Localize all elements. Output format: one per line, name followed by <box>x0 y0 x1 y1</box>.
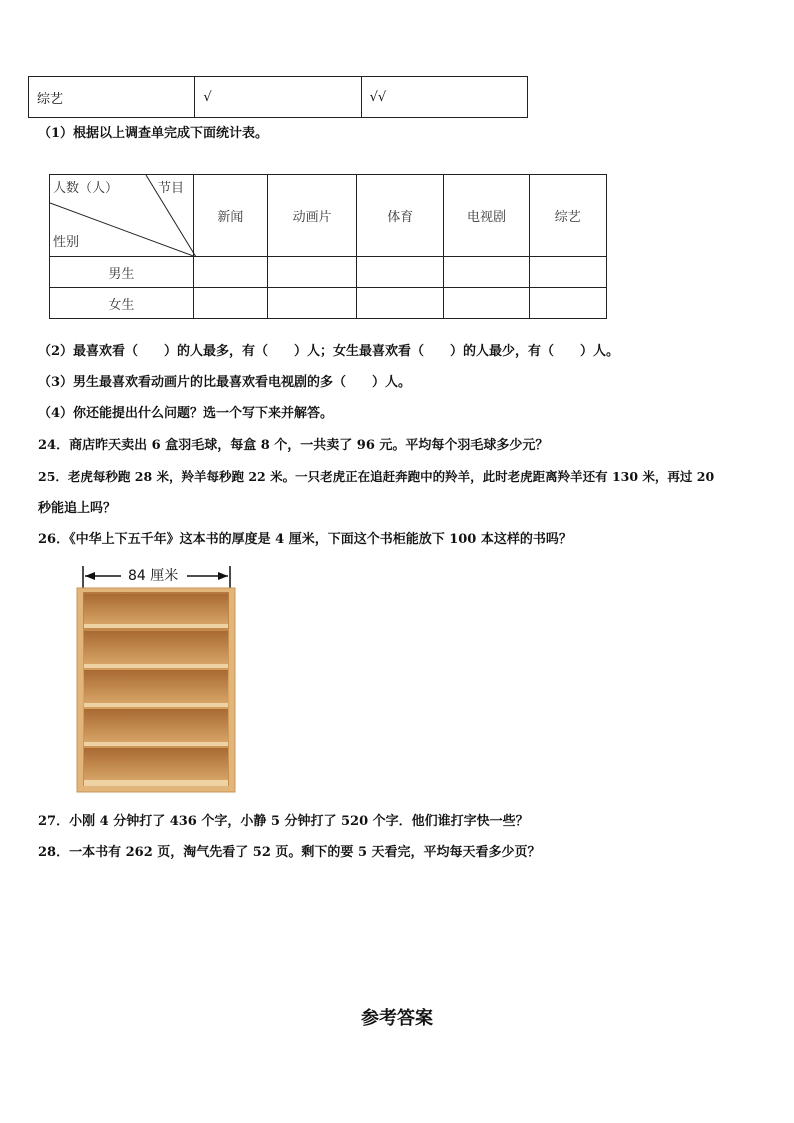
table-cell: √ <box>195 77 361 118</box>
table-cell[interactable] <box>529 288 606 319</box>
table-cell[interactable] <box>268 288 357 319</box>
table-cell[interactable] <box>444 257 529 288</box>
diagonal-header-cell <box>50 175 194 257</box>
row-header: 男生 <box>50 257 194 288</box>
answer-section-title: 参考答案 <box>361 1008 433 1029</box>
table-row <box>50 288 607 319</box>
stats-table <box>49 174 607 319</box>
column-header: 电视剧 <box>444 175 529 257</box>
table-cell[interactable] <box>357 288 444 319</box>
question-27: 27．小刚 4 分钟打了 436 个字，小静 5 分钟打了 520 个字．他们谁打字快一些？ <box>38 814 529 829</box>
question-3: （3）男生最喜欢看动画片的比最喜欢看电视剧的多（ ）人。 <box>38 375 412 390</box>
row-header: 女生 <box>50 288 194 319</box>
survey-table <box>28 76 528 118</box>
question-4: （4）你还能提出什么问题？选一个写下来并解答。 <box>38 406 334 421</box>
corner-label-gender: 性别 <box>53 235 80 250</box>
table-cell: √√ <box>361 77 527 118</box>
corner-label-program: 节目 <box>158 181 185 196</box>
table-cell[interactable] <box>357 257 444 288</box>
question-25-line1: 25．老虎每秒跑 28 米，羚羊每秒跑 22 米。一只老虎正在追赶奔跑中的羚羊，此时老虎距离羚羊还有 130 米，再过 20 <box>38 469 715 484</box>
corner-label-count: 人数（人） <box>53 181 119 196</box>
table-row <box>29 77 528 118</box>
question-24: 24．商店昨天卖出 6 盒羽毛球，每盒 8 个，一共卖了 96 元。平均每个羽毛球多少元？ <box>38 438 549 453</box>
bookshelf-drawing <box>75 562 240 794</box>
column-header: 新闻 <box>193 175 267 257</box>
column-header: 体育 <box>357 175 444 257</box>
bookshelf-figure <box>75 562 240 794</box>
table-cell[interactable] <box>193 257 267 288</box>
table-cell[interactable] <box>193 288 267 319</box>
question-26: 26．《中华上下五千年》这本书的厚度是 4 厘米，下面这个书柜能放下 100 本这样的书吗？ <box>38 532 572 547</box>
table-row <box>50 257 607 288</box>
table-header-row <box>50 175 607 257</box>
table-cell[interactable] <box>444 288 529 319</box>
column-header: 动画片 <box>268 175 357 257</box>
column-header: 综艺 <box>529 175 606 257</box>
table-cell: 综艺 <box>29 77 195 118</box>
question-25-line2: 秒能追上吗？ <box>38 501 117 516</box>
width-label: 84 厘米 <box>125 567 181 585</box>
table-cell[interactable] <box>529 257 606 288</box>
question-2: （2）最喜欢看（ ）的人最多，有（ ）人；女生最喜欢看（ ）的人最少，有（ ）人。 <box>38 344 620 359</box>
question-28: 28．一本书有 262 页，淘气先看了 52 页。剩下的要 5 天看完，平均每天看多少页？ <box>38 845 541 860</box>
question-1: （1）根据以上调查单完成下面统计表。 <box>38 126 269 141</box>
table-cell[interactable] <box>268 257 357 288</box>
